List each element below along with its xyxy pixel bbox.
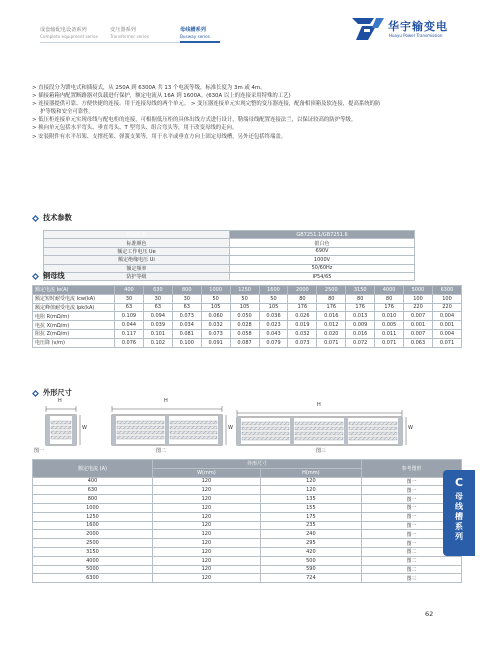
table-cell: 120 [153, 530, 261, 539]
header-tab[interactable] [110, 27, 180, 40]
table-row [33, 477, 462, 486]
table-row [33, 512, 462, 521]
header-cell: 参考图形 [362, 460, 462, 478]
table-cell: 175 [260, 512, 361, 521]
company-logo [350, 12, 460, 48]
table-row [33, 321, 462, 330]
side-tab-char: 母 [455, 492, 463, 501]
table-cell: 图一 [362, 530, 462, 539]
table-cell: 额定绝缘电压 Ui [44, 256, 230, 264]
table-cell: 0.072 [346, 338, 375, 347]
section-title: 技术参数 [43, 213, 72, 222]
table-cell: 120 [153, 547, 261, 556]
table-cell: 80 [346, 294, 375, 303]
feature-item: > 插接箱箱内配置断路器对负载进行保护，额定电流从 16A 到 1600A。(630A 以上的连接采用特殊的工艺) [32, 93, 291, 100]
table-cell: 0.071 [375, 338, 404, 347]
table-cell: 0.050 [230, 312, 259, 321]
table-cell: 0.073 [288, 338, 317, 347]
table-row [44, 256, 415, 264]
feature-item: > 直接段分为馈电式和插接式，从 250A 到 6300A 共 13 个电流等级，标准长度为 3m 或 4m。 [32, 85, 266, 91]
table-row [33, 329, 462, 338]
table-cell: 0.023 [259, 321, 288, 330]
table-cell: 50 [201, 294, 230, 303]
table-cell: 105 [259, 303, 288, 312]
table-cell: 63 [143, 303, 172, 312]
side-tab-char: 槽 [455, 512, 463, 521]
header-tab-label: 变压器系列 [110, 27, 136, 33]
figure-caption: 图二 [156, 448, 167, 454]
table-cell: 1000V [230, 256, 415, 264]
table-cell: 6300 [33, 574, 153, 583]
table-cell: 0.117 [115, 329, 144, 338]
dim-label-w: W [408, 425, 413, 431]
table-cell: 80 [288, 294, 317, 303]
table-cell: 图三 [362, 574, 462, 583]
table-cell: 400 [33, 477, 153, 486]
header-tab[interactable] [40, 27, 110, 40]
table-cell: 0.071 [317, 338, 346, 347]
header-cell: GB7251.1/GB7251.6 [230, 231, 415, 239]
table-cell: 220 [404, 303, 433, 312]
table-row [44, 264, 415, 272]
table-cell: 4000 [33, 556, 153, 565]
table-row [33, 495, 462, 504]
table-cell: 图一 [362, 477, 462, 486]
table-cell: 0.102 [143, 338, 172, 347]
table-cell: 额定峰值耐受电流 Ipk(kA) [33, 303, 115, 312]
table-cell: 120 [153, 539, 261, 548]
table-cell: 额定短时耐受电流 Icw(kA) [33, 294, 115, 303]
table-cell: 0.109 [115, 312, 144, 321]
table-cell: 176 [288, 303, 317, 312]
feature-item: > 低压柜连接单元实现母线与配电柜的连接，可根据低压柜的具体出线方式进行设计，勒端母线配置连接法兰，以保证较高的防护等级。 [32, 117, 357, 124]
table-cell: 420 [260, 547, 361, 556]
table-cell: 240 [260, 530, 361, 539]
feature-item: > 换向单元包括水平弯头、垂直弯头、T 型弯头、组合弯头等，用于改变母线的走向。 [32, 125, 238, 132]
table-row [33, 574, 462, 583]
header-tab-label: 成套输配电设备系列 [40, 27, 87, 33]
table-cell: 176 [317, 303, 346, 312]
table-cell: 50/60Hz [230, 264, 415, 272]
table-cell: 0.012 [317, 321, 346, 330]
table-cell: 图一 [362, 486, 462, 495]
table-cell: 120 [153, 565, 261, 574]
table-cell: 0.020 [317, 329, 346, 338]
dim-label-w: W [228, 425, 233, 431]
table-cell: 0.032 [288, 329, 317, 338]
table-cell: 1000 [33, 503, 153, 512]
table-cell: 图二 [362, 556, 462, 565]
table-cell: 图二 [362, 547, 462, 556]
table-row [33, 547, 462, 556]
figure-1-drawing [46, 406, 80, 445]
section-side-tab [443, 470, 475, 556]
table-cell: 图一 [362, 539, 462, 548]
table-cell: 800 [33, 495, 153, 504]
figure-2-drawing [112, 406, 226, 445]
table-row [33, 503, 462, 512]
logo-mark-icon [350, 14, 386, 44]
table-cell: 724 [260, 574, 361, 583]
header-cell: 5000 [404, 286, 433, 295]
table-cell: 5000 [33, 565, 153, 574]
table-cell: 0.060 [201, 312, 230, 321]
side-tab-char: 列 [455, 532, 463, 541]
table-cell: 额定工作电压 Ue [44, 247, 230, 255]
table-cell: 0.100 [172, 338, 201, 347]
header-cell: 1600 [259, 286, 288, 295]
table-cell: 0.076 [115, 338, 144, 347]
feature-item: 护等级和安全可靠性。 [40, 109, 94, 116]
tech-params-table [43, 230, 415, 281]
figure-3-drawing [237, 410, 406, 445]
header-cell: 400 [115, 286, 144, 295]
header-cell: 1250 [230, 286, 259, 295]
header-tab-sublabel: Busway series [180, 34, 210, 39]
table-cell: 120 [153, 556, 261, 565]
feature-item: > 连接器提供可靠、方便快捷的连接，用于连接母线的两个单元。 > 变压器连接单元实现完整的变压器连接，配备相顶箱及软连接，提高系统的防 [32, 101, 381, 108]
side-tab-char: 线 [455, 502, 463, 511]
side-tab-char: 系 [455, 522, 463, 531]
table-cell: 0.094 [143, 312, 172, 321]
dim-label-w: W [82, 425, 87, 431]
table-cell: 0.101 [143, 329, 172, 338]
table-cell: 0.007 [404, 329, 433, 338]
table-cell: 120 [260, 477, 361, 486]
figure-caption: 图一 [34, 448, 45, 454]
logo-en-text: Huayu Power Transmission [389, 33, 443, 38]
copper-busbar-table [32, 285, 462, 348]
table-cell: 0.081 [172, 329, 201, 338]
table-cell: 银白色 [230, 239, 415, 247]
table-cell: 120 [153, 477, 261, 486]
header-cell: 3150 [346, 286, 375, 295]
table-cell: 120 [153, 503, 261, 512]
table-cell: 0.073 [172, 312, 201, 321]
table-cell: 135 [260, 495, 361, 504]
table-row [44, 272, 415, 280]
header-cell: 额定电流 Ie(A) [33, 286, 115, 295]
table-cell: 0.091 [201, 338, 230, 347]
table-cell: 图一 [362, 521, 462, 530]
table-cell: IP54/65 [230, 272, 415, 280]
feature-item: > 安装附件有水平吊架、支撑托架、弹簧支架等，用于水平或垂直方向上固定母线槽，另外还包括终端盖。 [32, 133, 287, 140]
side-tab-title [454, 492, 464, 542]
table-row [33, 312, 462, 321]
section-heading-dims [32, 388, 72, 398]
table-cell: 105 [230, 303, 259, 312]
header-cell: 2500 [317, 286, 346, 295]
header-cell: 6300 [432, 286, 461, 295]
table-cell: 690V [230, 247, 415, 255]
table-cell: 图二 [362, 565, 462, 574]
table-cell: 标准颜色 [44, 239, 230, 247]
table-cell: 0.016 [346, 329, 375, 338]
table-cell: 0.044 [115, 321, 144, 330]
header-cell: H(mm) [260, 468, 361, 477]
dimensions-table [32, 459, 462, 583]
table-cell: 额定频率 [44, 264, 230, 272]
header-cell: 630 [143, 286, 172, 295]
header-tab[interactable] [180, 27, 250, 40]
table-cell: 155 [260, 503, 361, 512]
table-cell: 100 [432, 294, 461, 303]
table-cell: 0.001 [404, 321, 433, 330]
table-cell: 0.043 [259, 329, 288, 338]
header-active-indicator [180, 41, 220, 43]
table-cell: 80 [375, 294, 404, 303]
table-cell: 防护等级 [44, 272, 230, 280]
logo-cn-text: 华宇输变电 [388, 20, 448, 33]
table-header-row [33, 286, 462, 295]
dim-label-h: H [317, 402, 321, 408]
dimension-drawings [32, 398, 462, 454]
table-cell: 0.004 [432, 312, 461, 321]
table-cell: 30 [172, 294, 201, 303]
table-cell: 100 [404, 294, 433, 303]
header-tab-label: 母线槽系列 [180, 27, 206, 33]
table-cell: 1600 [33, 521, 153, 530]
table-cell: 220 [432, 303, 461, 312]
section-title: 外形尺寸 [43, 388, 72, 397]
table-cell: 0.073 [201, 329, 230, 338]
section-heading-copper [32, 271, 65, 281]
table-cell: 0.026 [288, 312, 317, 321]
table-row [44, 247, 415, 255]
table-cell: 0.001 [432, 321, 461, 330]
table-cell: 0.071 [432, 338, 461, 347]
header-cell: 4000 [375, 286, 404, 295]
table-row [33, 530, 462, 539]
table-cell: 0.028 [230, 321, 259, 330]
table-cell: 0.013 [346, 312, 375, 321]
table-cell: 105 [201, 303, 230, 312]
diamond-bullet-icon [32, 390, 39, 397]
table-cell: 63 [115, 303, 144, 312]
table-row [33, 556, 462, 565]
table-row [33, 521, 462, 530]
table-cell: 0.058 [230, 329, 259, 338]
table-row [33, 539, 462, 548]
table-row [33, 303, 462, 312]
table-cell: 0.087 [230, 338, 259, 347]
dim-label-h: H [164, 398, 168, 404]
table-cell: 图一 [362, 512, 462, 521]
header-cell: 外形尺寸 [153, 460, 362, 469]
figure-caption: 图三 [316, 448, 327, 454]
table-cell: 0.005 [375, 321, 404, 330]
table-cell: 阻抗 Z(mΩ/m) [33, 329, 115, 338]
table-cell: 235 [260, 521, 361, 530]
table-cell: 3150 [33, 547, 153, 556]
header-tab-sublabel: Transformer series [110, 34, 149, 39]
table-cell: 176 [375, 303, 404, 312]
table-cell: 120 [153, 521, 261, 530]
table-cell: 0.011 [375, 329, 404, 338]
table-cell: 图一 [362, 495, 462, 504]
table-cell: 电阻 R(mΩ/m) [33, 312, 115, 321]
table-cell: 176 [346, 303, 375, 312]
table-cell: 0.009 [346, 321, 375, 330]
section-heading-tech [32, 213, 72, 223]
table-cell: 590 [260, 565, 361, 574]
table-row [33, 338, 462, 347]
table-row [33, 486, 462, 495]
table-cell: 120 [153, 486, 261, 495]
header-cell: W(mm) [153, 468, 261, 477]
table-cell: 0.016 [317, 312, 346, 321]
table-cell: 120 [153, 574, 261, 583]
table-cell: 电压降 (v/m) [33, 338, 115, 347]
table-cell: 0.063 [404, 338, 433, 347]
table-cell: 50 [230, 294, 259, 303]
table-cell: 120 [153, 512, 261, 521]
table-cell: 120 [153, 495, 261, 504]
header-tab-sublabel: Complete equipment series [40, 34, 98, 39]
busway-section-drawings [32, 401, 462, 453]
table-cell: 2500 [33, 539, 153, 548]
table-cell: 0.004 [432, 329, 461, 338]
table-cell: 0.019 [288, 321, 317, 330]
table-cell: 1250 [33, 512, 153, 521]
section-title: 铜母线 [43, 271, 65, 280]
table-cell: 电抗 X(mΩ/m) [33, 321, 115, 330]
header-nav [40, 27, 250, 40]
table-row [44, 239, 415, 247]
table-cell: 0.007 [404, 312, 433, 321]
header-cell: 800 [172, 286, 201, 295]
diamond-bullet-icon [32, 215, 39, 222]
table-cell: 630 [33, 486, 153, 495]
page-number: 62 [425, 610, 434, 618]
table-cell: 50 [259, 294, 288, 303]
table-row [33, 294, 462, 303]
table-cell: 120 [260, 486, 361, 495]
table-cell: 0.079 [259, 338, 288, 347]
feature-list [32, 84, 452, 141]
table-header-row [33, 460, 462, 469]
diamond-bullet-icon [32, 273, 39, 280]
header-cell: 1000 [201, 286, 230, 295]
table-cell: 500 [260, 556, 361, 565]
header-cell: 符合标准 [44, 231, 230, 239]
table-cell: 0.032 [201, 321, 230, 330]
table-cell: 2000 [33, 530, 153, 539]
table-cell: 图一 [362, 503, 462, 512]
table-cell: 30 [115, 294, 144, 303]
side-tab-letter: C [454, 476, 464, 489]
header-cell: 额定电流 (A) [33, 460, 153, 478]
table-cell: 295 [260, 539, 361, 548]
table-header-row [44, 231, 415, 239]
table-cell: 0.036 [259, 312, 288, 321]
table-cell: 0.034 [172, 321, 201, 330]
table-cell: 0.039 [143, 321, 172, 330]
table-row [33, 565, 462, 574]
table-cell: 0.010 [375, 312, 404, 321]
table-cell: 80 [317, 294, 346, 303]
table-cell: 63 [172, 303, 201, 312]
table-cell: 30 [143, 294, 172, 303]
header-cell: 2000 [288, 286, 317, 295]
dim-label-h: H [58, 398, 62, 404]
